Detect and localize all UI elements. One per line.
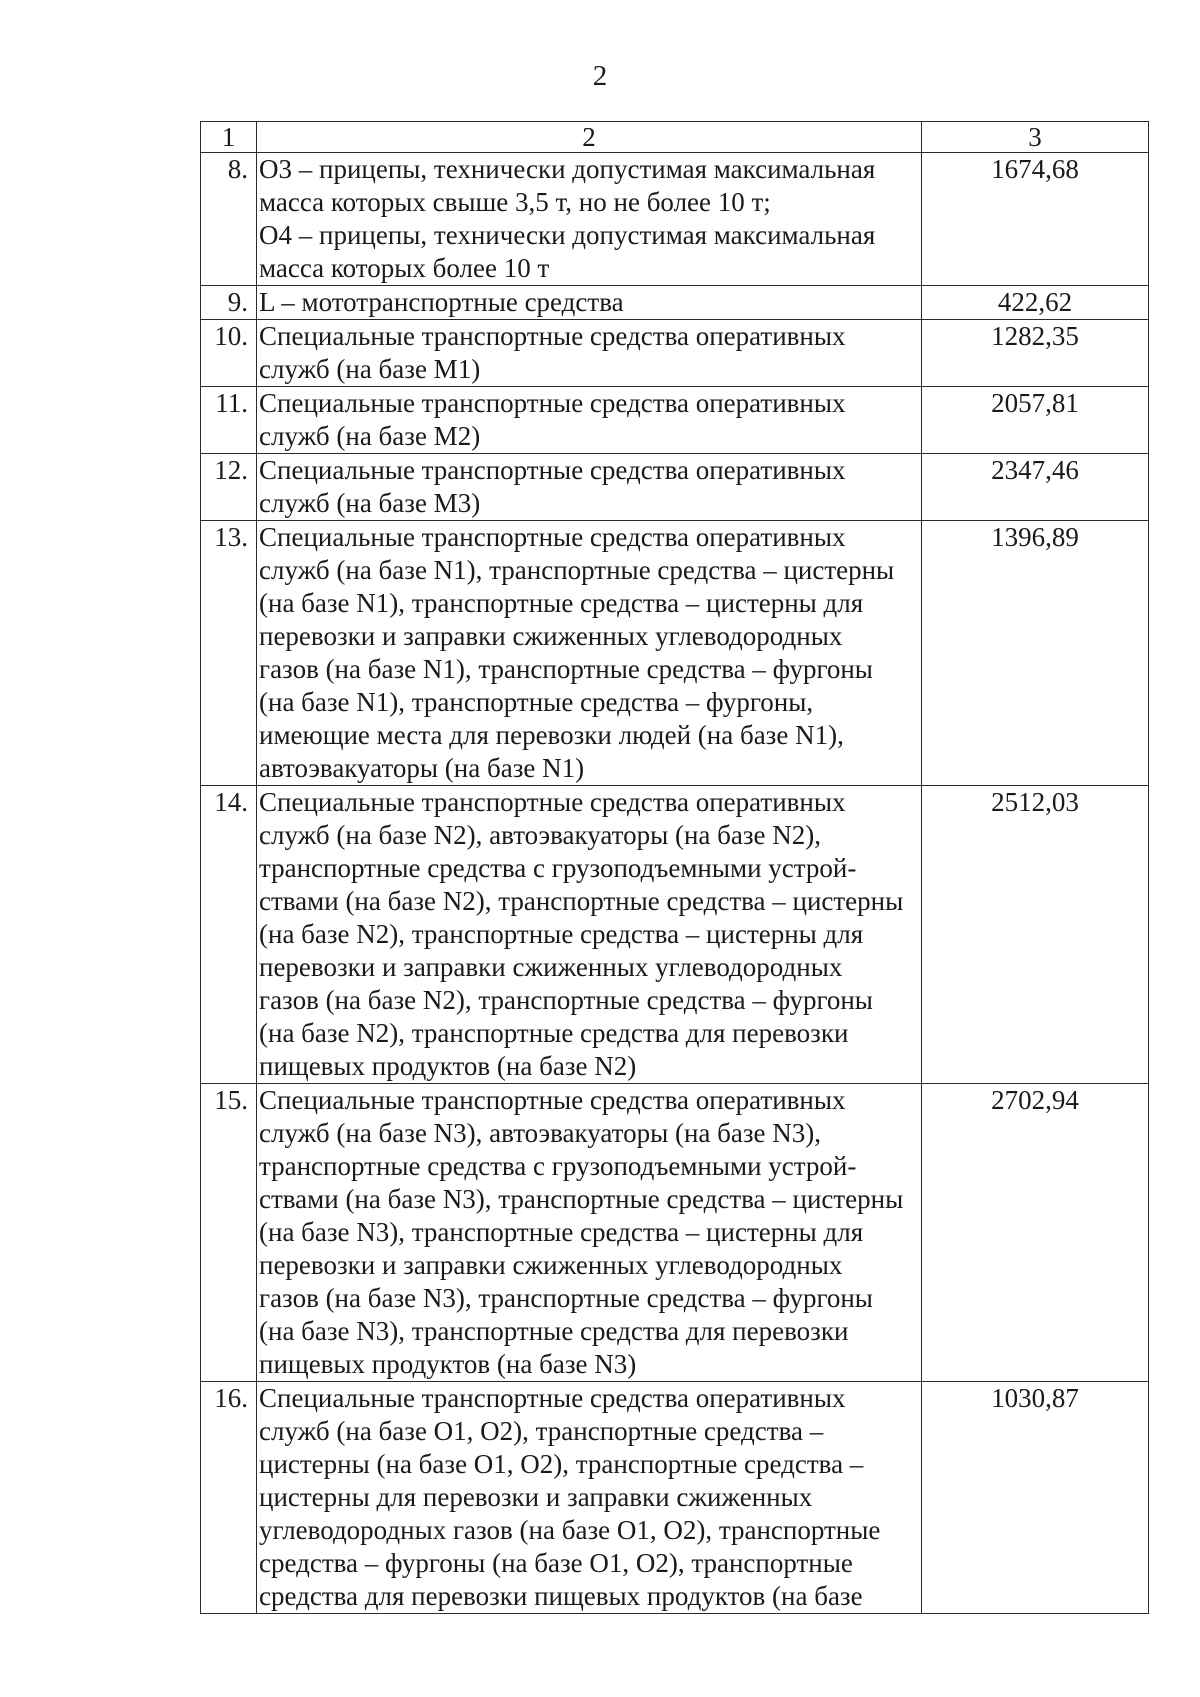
row-number: 15.: [201, 1084, 257, 1382]
row-number: 14.: [201, 786, 257, 1084]
description-line: ствами (на базе N3), транспортные средства – цистерны: [259, 1184, 904, 1214]
description-line: газов (на базе N3), транспортные средства – фургоны: [259, 1283, 873, 1313]
description-line: Специальные транспортные средства оперативных: [259, 522, 846, 552]
table-row: [201, 387, 1149, 454]
description-line: ствами (на базе N2), транспортные средства – цистерны: [259, 886, 904, 916]
table-row: [201, 521, 1149, 786]
table-row: [201, 454, 1149, 521]
description-line: транспортные средства с грузоподъемными устрой-: [259, 1151, 857, 1181]
description-line: Специальные транспортные средства оперативных: [259, 455, 846, 485]
description-line: транспортные средства с грузоподъемными устрой-: [259, 853, 857, 883]
table-row: [201, 153, 1149, 286]
description-line: служб (на базе N2), автоэвакуаторы (на базе N2),: [259, 820, 822, 850]
description-line: газов (на базе N2), транспортные средства – фургоны: [259, 985, 873, 1015]
description-line: (на базе N3), транспортные средства – цистерны для: [259, 1217, 864, 1247]
description-line: средства для перевозки пищевых продуктов (на базе: [259, 1581, 863, 1611]
table-row: [201, 1084, 1149, 1382]
description-line: служб (на базе N3), автоэвакуаторы (на базе N3),: [259, 1118, 822, 1148]
row-description: [257, 521, 922, 786]
row-value: 2702,94: [922, 1084, 1149, 1382]
description-line: служб (на базе М3): [259, 488, 481, 518]
row-number: 8.: [201, 153, 257, 286]
description-line: пищевых продуктов (на базе N2): [259, 1051, 637, 1081]
row-description: [257, 454, 922, 521]
table-row: [201, 286, 1149, 320]
description-line: перевозки и заправки сжиженных углеводородных: [259, 952, 843, 982]
header-cell-3: 3: [922, 122, 1149, 153]
description-line: О3 – прицепы, технически допустимая максимальная: [259, 154, 876, 184]
row-description: [257, 1084, 922, 1382]
description-line: имеющие места для перевозки людей (на базе N1),: [259, 720, 844, 750]
description-line: L – мототранспортные средства: [259, 287, 624, 317]
table-row: [201, 320, 1149, 387]
row-description: [257, 286, 922, 320]
description-line: Специальные транспортные средства оперативных: [259, 388, 846, 418]
description-line: (на базе N2), транспортные средства – цистерны для: [259, 919, 864, 949]
row-value: 1030,87: [922, 1382, 1149, 1614]
header-cell-2: 2: [257, 122, 922, 153]
description-line: служб (на базе М2): [259, 421, 481, 451]
table-row: [201, 786, 1149, 1084]
description-line: Специальные транспортные средства оперативных: [259, 1085, 846, 1115]
row-value: 1282,35: [922, 320, 1149, 387]
description-line: газов (на базе N1), транспортные средства – фургоны: [259, 654, 873, 684]
description-line: служб (на базе М1): [259, 354, 481, 384]
description-line: цистерны (на базе О1, О2), транспортные средства –: [259, 1449, 864, 1479]
row-value: 422,62: [922, 286, 1149, 320]
description-line: перевозки и заправки сжиженных углеводородных: [259, 1250, 843, 1280]
description-line: Специальные транспортные средства оперативных: [259, 1383, 846, 1413]
row-number: 10.: [201, 320, 257, 387]
description-line: автоэвакуаторы (на базе N1): [259, 753, 585, 783]
row-number: 9.: [201, 286, 257, 320]
row-value: 1674,68: [922, 153, 1149, 286]
description-line: цистерны для перевозки и заправки сжиженных: [259, 1482, 813, 1512]
description-line: углеводородных газов (на базе О1, О2), транспортные: [259, 1515, 881, 1545]
tariff-table: [200, 121, 1149, 1614]
description-line: масса которых свыше 3,5 т, но не более 10 т;: [259, 187, 771, 217]
row-description: [257, 1382, 922, 1614]
description-line: пищевых продуктов (на базе N3): [259, 1349, 637, 1379]
row-number: 13.: [201, 521, 257, 786]
header-cell-1: 1: [201, 122, 257, 153]
description-line: служб (на базе О1, О2), транспортные средства –: [259, 1416, 824, 1446]
row-description: [257, 153, 922, 286]
table-row: [201, 1382, 1149, 1614]
description-line: перевозки и заправки сжиженных углеводородных: [259, 621, 843, 651]
row-value: 2512,03: [922, 786, 1149, 1084]
description-line: Специальные транспортные средства оперативных: [259, 787, 846, 817]
description-line: (на базе N2), транспортные средства для перевозки: [259, 1018, 849, 1048]
row-number: 12.: [201, 454, 257, 521]
description-line: масса которых более 10 т: [259, 253, 550, 283]
row-description: [257, 786, 922, 1084]
page-number: 2: [592, 60, 608, 92]
description-line: средства – фургоны (на базе О1, О2), транспортные: [259, 1548, 853, 1578]
table-body: [201, 153, 1149, 1614]
row-value: 1396,89: [922, 521, 1149, 786]
row-description: [257, 320, 922, 387]
description-line: (на базе N1), транспортные средства – фургоны,: [259, 687, 814, 717]
row-number: 11.: [201, 387, 257, 454]
row-value: 2057,81: [922, 387, 1149, 454]
row-value: 2347,46: [922, 454, 1149, 521]
description-line: служб (на базе N1), транспортные средства – цистерны: [259, 555, 895, 585]
row-number: 16.: [201, 1382, 257, 1614]
description-line: (на базе N3), транспортные средства для перевозки: [259, 1316, 849, 1346]
description-line: (на базе N1), транспортные средства – цистерны для: [259, 588, 864, 618]
table-header-row: [201, 122, 1149, 153]
description-line: О4 – прицепы, технически допустимая максимальная: [259, 220, 876, 250]
description-line: Специальные транспортные средства оперативных: [259, 321, 846, 351]
row-description: [257, 387, 922, 454]
